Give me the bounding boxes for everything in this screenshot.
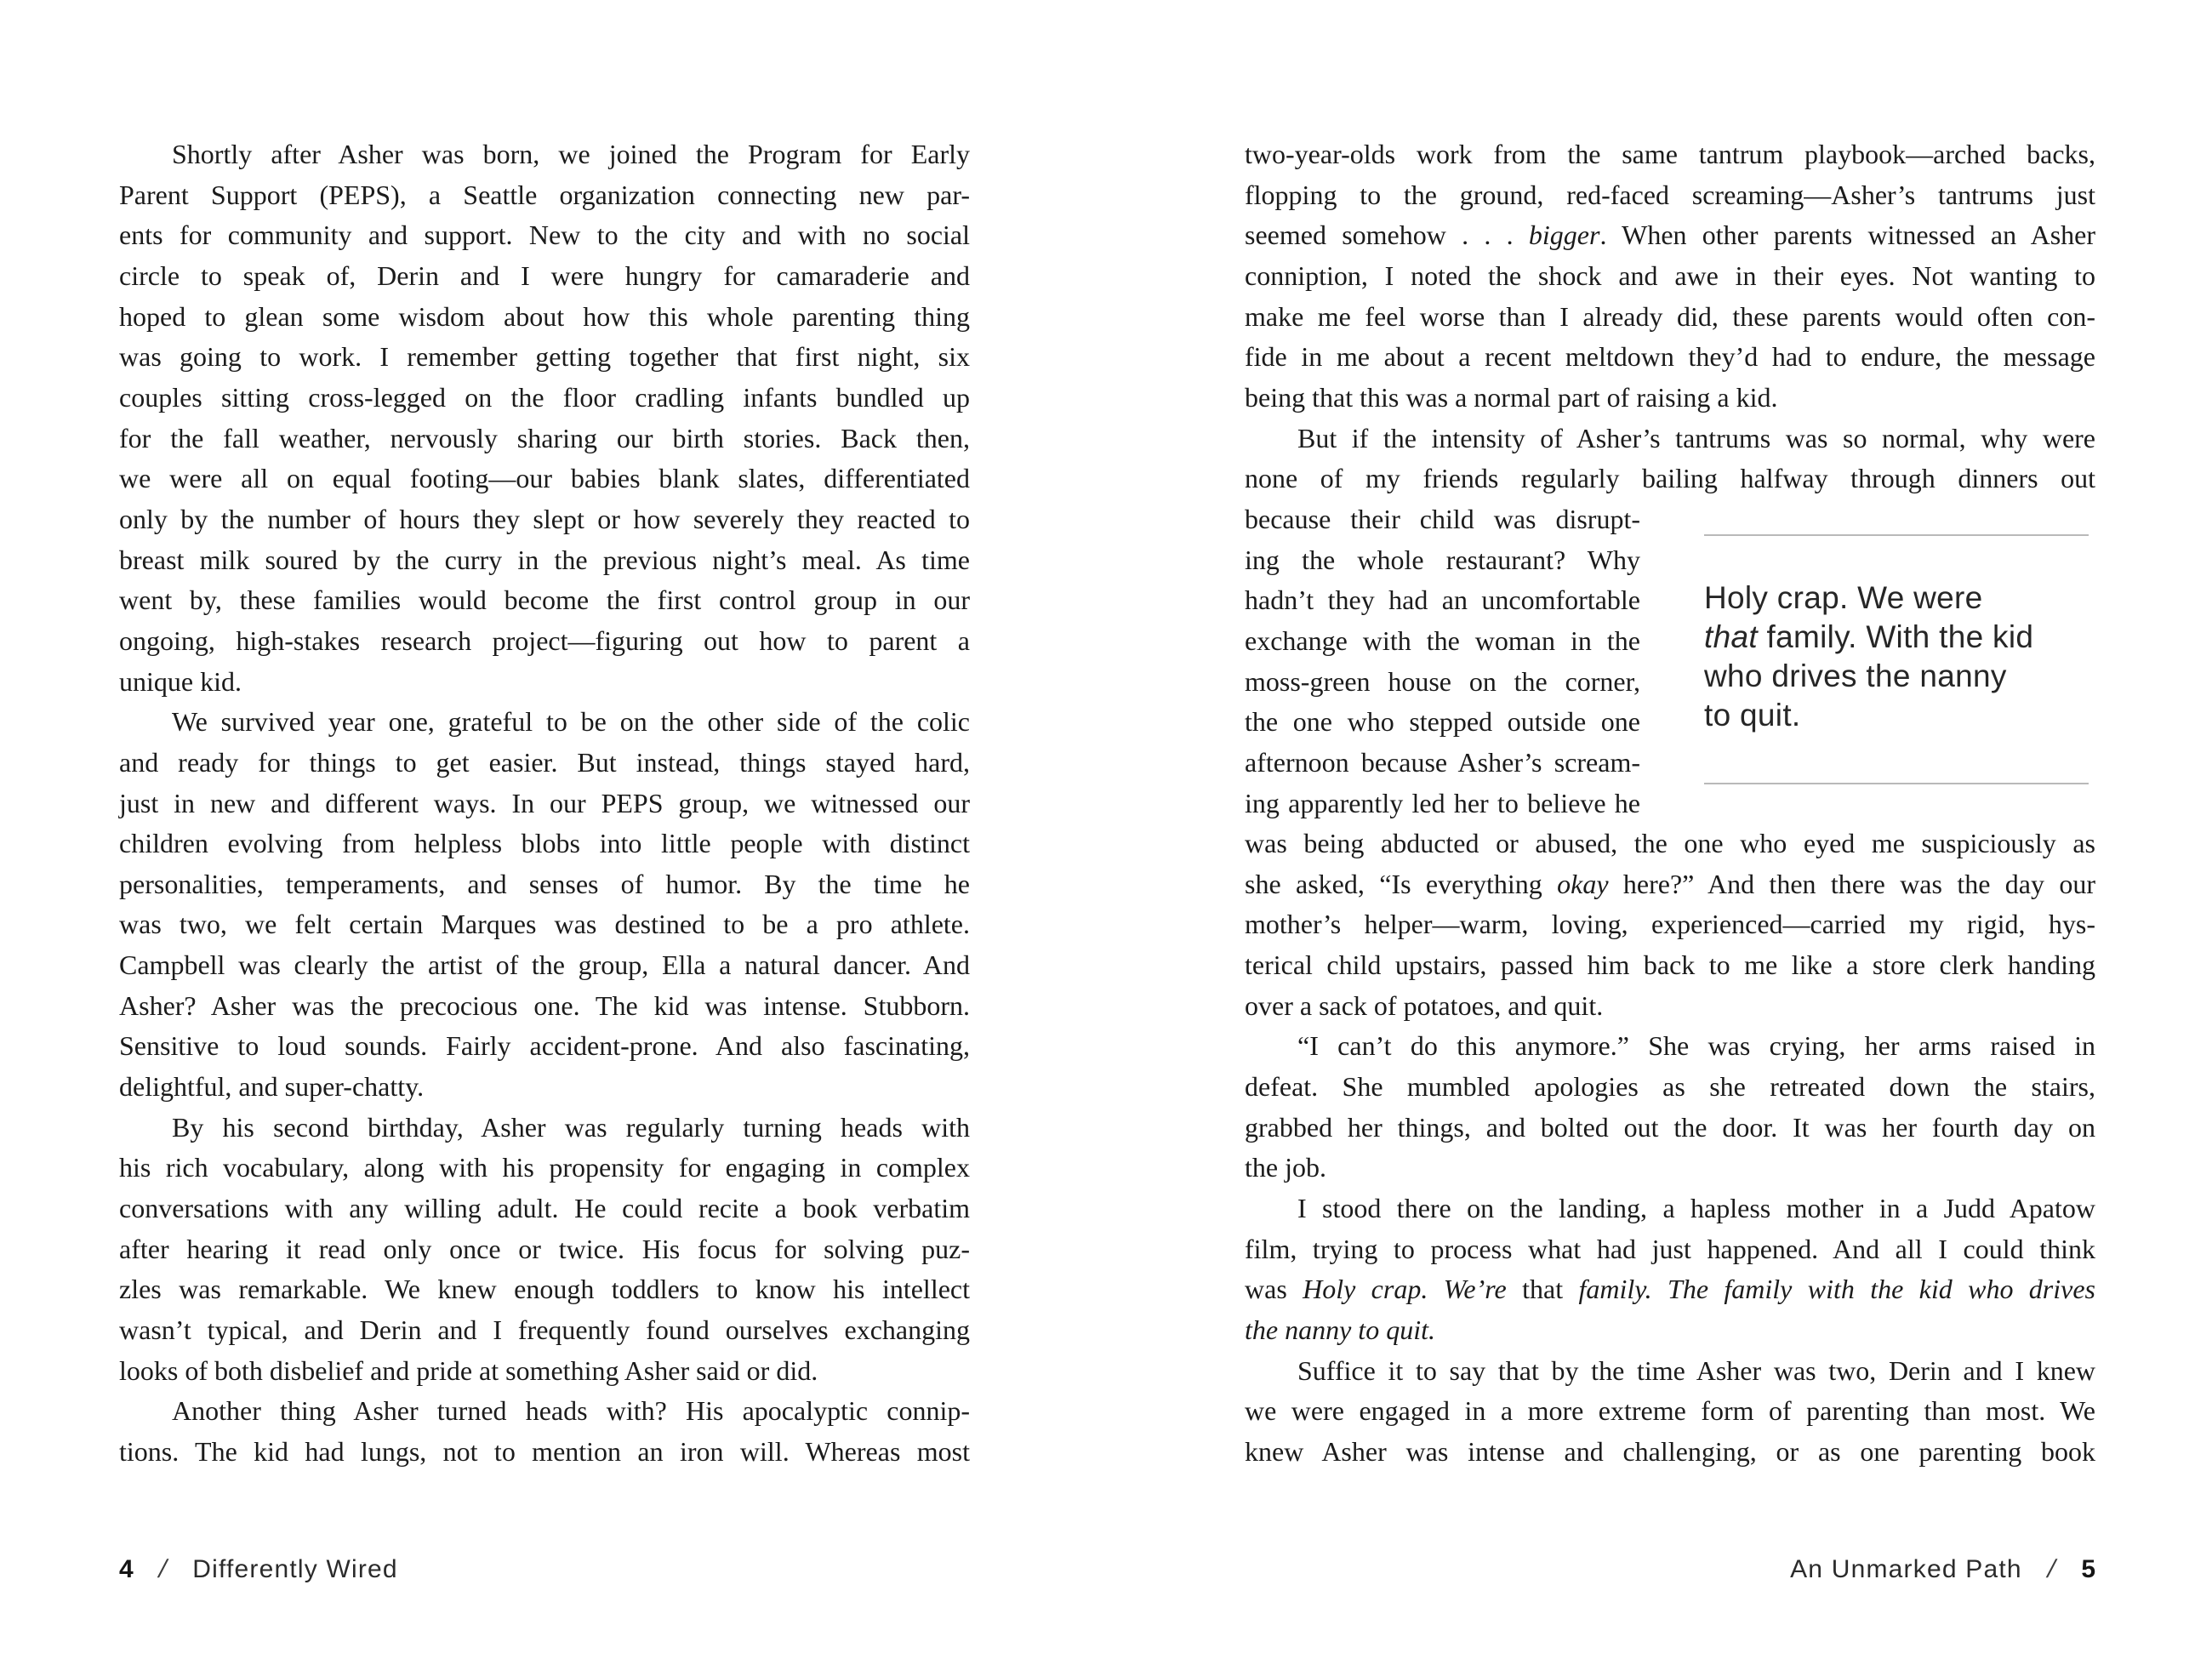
text-line: grabbed her things, and bolted out the door. It was her fourth day on (1245, 1111, 2095, 1143)
text-line: hoped to glean some wisdom about how this whole parenting thing (119, 300, 970, 332)
text-line: flopping to the ground, red-faced screaming—Asher’s tantrums just (1245, 179, 2095, 210)
text-line: his rich vocabulary, along with his propensity for engaging in complex (119, 1152, 970, 1183)
text-line: Parent Support (PEPS), a Seattle organization connecting new par- (119, 179, 970, 210)
page-number-left: 4 (119, 1555, 134, 1583)
text-line: over a sack of potatoes, and quit. (1245, 989, 1604, 1021)
pull-quote-line: Holy crap. We were (1704, 580, 1983, 615)
text-line: tions. The kid had lungs, not to mention an iron will. Whereas most (119, 1436, 970, 1467)
text-line: zles was remarkable. We knew enough toddlers to know his intellect (119, 1274, 970, 1305)
text-line: conversations with any willing adult. He could recite a book verbatim (119, 1193, 970, 1224)
text-line: defeat. She mumbled apologies as she retreated down the stairs, (1245, 1071, 2095, 1103)
text-line: looks of both disbelief and pride at something Asher said or did. (119, 1354, 818, 1386)
text-line: none of my friends regularly bailing halfway through dinners out (1245, 463, 2095, 494)
text-line: Shortly after Asher was born, we joined the Program for Early (172, 139, 970, 169)
text-line: ing apparently led her to believe he (1245, 787, 1640, 818)
pull-quote-line: to quit. (1704, 698, 1801, 733)
text-line: Sensitive to loud sounds. Fairly accident-prone. And also fascinating, (119, 1030, 970, 1062)
pull-quote (1704, 534, 2089, 784)
text-line: the one who stepped outside one (1245, 706, 1640, 738)
text-line: was Holy crap. We’re that family. The family with the kid who drives (1245, 1274, 2096, 1305)
text-line: and ready for things to get easier. But instead, things stayed hard, (119, 746, 970, 778)
text-line: ongoing, high-stakes research project—figuring out how to parent a (119, 624, 970, 656)
text-line: I stood there on the landing, a hapless mother in a Judd Apatow (1297, 1193, 2095, 1224)
book-title: Differently Wired (192, 1555, 398, 1583)
text-line: We survived year one, grateful to be on the other side of the colic (172, 706, 970, 738)
text-line: By his second birthday, Asher was regularly turning heads with (172, 1111, 970, 1143)
text-line: ing the whole restaurant? Why (1245, 544, 1640, 575)
text-line: only by the number of hours they slept or how severely they reacted to (119, 503, 970, 534)
text-line: Another thing Asher turned heads with? His apocalyptic connip- (172, 1395, 970, 1427)
text-line: being that this was a normal part of raising a kid. (1245, 381, 1778, 413)
page-5-body-text (1245, 134, 2095, 1473)
footer-right (1790, 1554, 2095, 1586)
text-line: we were engaged in a more extreme form of parenting than most. We (1245, 1395, 2095, 1427)
text-line: unique kid. (119, 665, 242, 697)
text-line: mother’s helper—warm, loving, experienced—carried my rigid, hys- (1245, 909, 2095, 940)
text-line: breast milk soured by the curry in the previous night’s meal. As time (119, 544, 970, 575)
footer-slash-icon: / (155, 1555, 171, 1583)
text-line: seemed somehow . . . bigger. When other parents witnessed an Asher (1245, 219, 2096, 251)
text-line: was going to work. I remember getting together that first night, six (119, 341, 970, 373)
text-line: children evolving from helpless blobs into little people with distinct (119, 828, 970, 859)
text-line: two-year-olds work from the same tantrum playbook—arched backs, (1245, 139, 2095, 169)
text-line: personalities, temperaments, and senses of humor. By the time he (119, 868, 970, 899)
text-line: Asher? Asher was the precocious one. The kid was intense. Stubborn. (119, 989, 970, 1021)
text-line: was two, we felt certain Marques was destined to be a pro athlete. (119, 909, 970, 940)
text-line: hadn’t they had an uncomfortable (1245, 584, 1640, 616)
chapter-title: An Unmarked Path (1790, 1555, 2022, 1583)
text-line: Campbell was clearly the artist of the group, Ella a natural dancer. And (119, 949, 970, 981)
text-line: couples sitting cross-legged on the floor cradling infants bundled up (119, 381, 970, 413)
text-line: because their child was disrupt- (1245, 503, 1640, 534)
text-line: the nanny to quit. (1245, 1314, 1435, 1346)
text-line: Suffice it to say that by the time Asher was two, Derin and I knew (1297, 1354, 2095, 1386)
text-line: conniption, I noted the shock and awe in their eyes. Not wanting to (1245, 259, 2095, 291)
text-line: terical child upstairs, passed him back to me like a store clerk handing (1245, 949, 2095, 981)
page-number-right: 5 (2081, 1555, 2095, 1583)
pull-quote-line: that family. With the kid (1704, 619, 2034, 654)
text-line: film, trying to process what had just happened. And all I could think (1245, 1233, 2095, 1264)
text-line: circle to speak of, Derin and I were hungry for camaraderie and (119, 259, 970, 291)
footer-left (119, 1554, 398, 1586)
text-line: “I can’t do this anymore.” She was crying, her arms raised in (1297, 1030, 2095, 1062)
text-line: just in new and different ways. In our PEPS group, we witnessed our (119, 787, 970, 818)
text-line: afternoon because Asher’s scream- (1245, 746, 1640, 778)
text-line: ents for community and support. New to the city and with no social (119, 219, 970, 251)
text-line: we were all on equal footing—our babies blank slates, differentiated (119, 463, 970, 494)
text-line: wasn’t typical, and Derin and I frequently found ourselves exchanging (119, 1314, 970, 1346)
text-line: moss-green house on the corner, (1245, 665, 1640, 697)
text-line: delightful, and super-chatty. (119, 1071, 425, 1103)
text-line: after hearing it read only once or twice. His focus for solving puz- (119, 1233, 970, 1264)
text-line: for the fall weather, nervously sharing our birth stories. Back then, (119, 422, 970, 453)
page-4-body-text (119, 134, 970, 1473)
pull-quote-line: who drives the nanny (1704, 658, 2007, 693)
text-line: the job. (1245, 1152, 1326, 1183)
text-line: make me feel worse than I already did, these parents would often con- (1245, 300, 2095, 332)
text-line: knew Asher was intense and challenging, or as one parenting book (1245, 1436, 2095, 1467)
text-line: But if the intensity of Asher’s tantrums was so normal, why were (1297, 422, 2095, 453)
text-line: fide in me about a recent meltdown they’d had to endure, the message (1245, 341, 2095, 373)
text-line: was being abducted or abused, the one who eyed me suspiciously as (1245, 828, 2095, 859)
text-line: went by, these families would become the first control group in our (119, 584, 970, 616)
text-line: exchange with the woman in the (1245, 624, 1640, 656)
text-line: she asked, “Is everything okay here?” And then there was the day our (1245, 868, 2096, 899)
footer-slash-icon: / (2044, 1555, 2060, 1583)
